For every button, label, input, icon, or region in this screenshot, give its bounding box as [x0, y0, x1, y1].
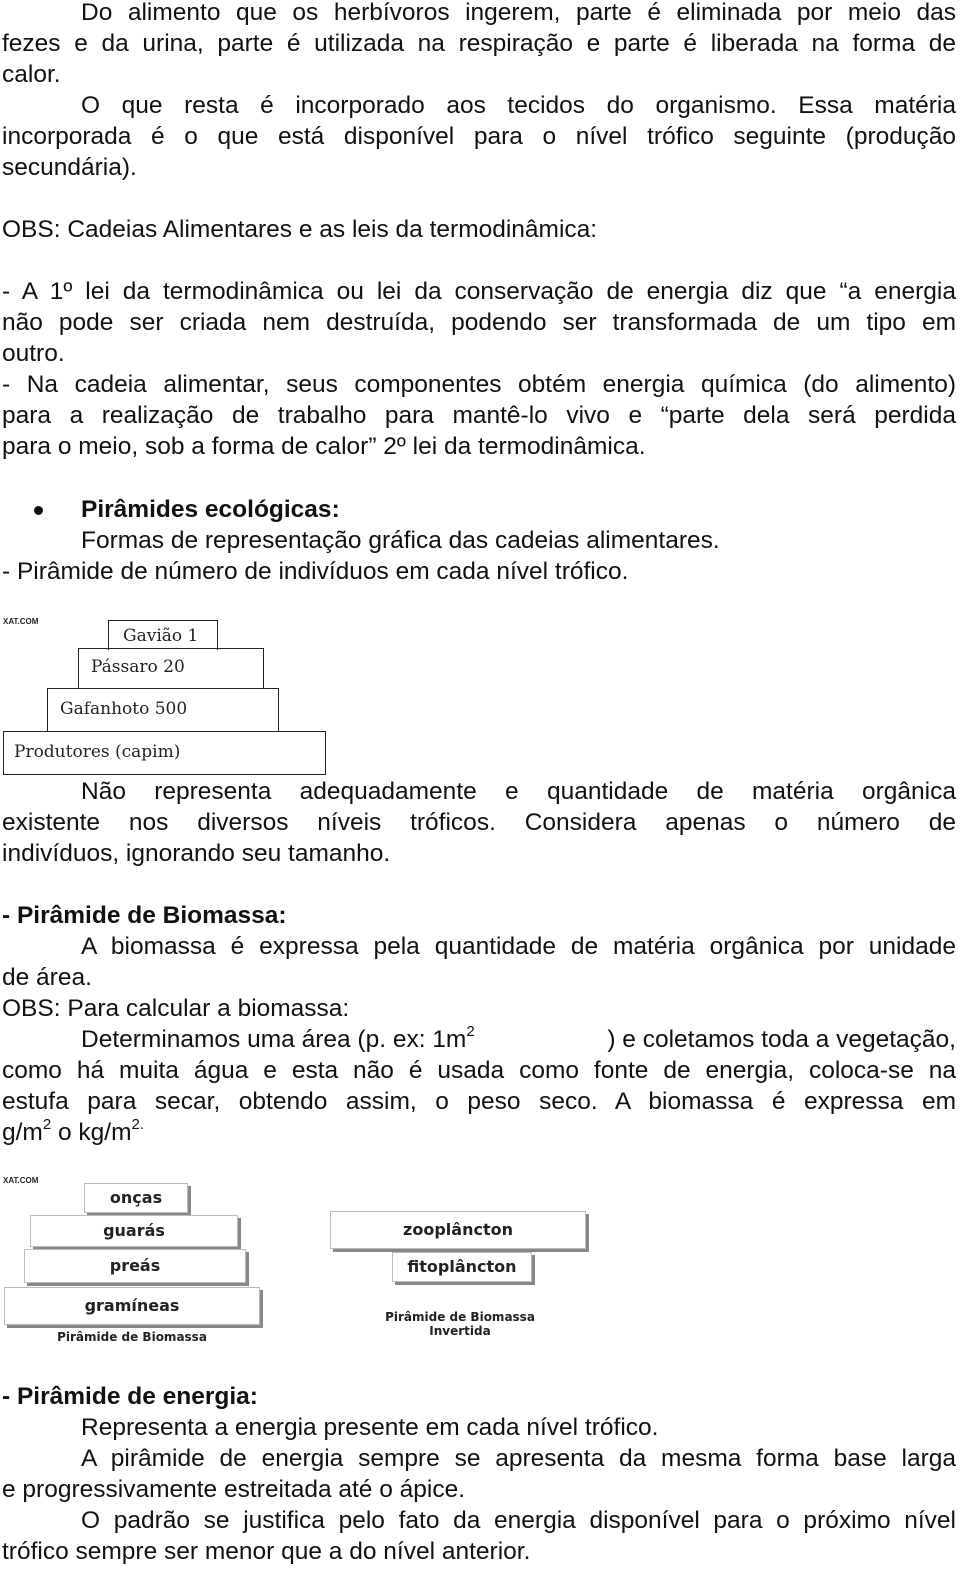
- biomass-level-gramineas: gramíneas: [4, 1287, 260, 1325]
- pyramid-level-producers: Produtores (capim): [3, 731, 326, 775]
- pyramid-level-grasshopper: Gafanhoto 500: [47, 688, 279, 732]
- watermark: XAT.COM: [3, 617, 39, 626]
- para1-line6: secundária).: [2, 154, 137, 181]
- para1-line5: incorporada é o que está disponível para o nível trófico seguinte (produção: [2, 123, 956, 150]
- law1-line2: não pode ser criada nem destruída, podendo ser transformada de um tipo em: [2, 309, 956, 336]
- energy-heading: - Pirâmide de energia:: [2, 1383, 258, 1410]
- obs-thermo-heading: OBS: Cadeias Alimentares e as leis da termodinâmica:: [2, 216, 598, 243]
- biomass-line4: como há muita água e esta não é usada como fonte de energia, coloca-se na: [2, 1057, 956, 1084]
- biomass-line1: A biomassa é expressa pela quantidade de matéria orgânica por unidade: [81, 933, 956, 960]
- para1-line3: calor.: [2, 61, 61, 88]
- biomass-line3-end: ) e coletamos toda a vegetação,: [607, 1026, 956, 1053]
- biomass-line6: $g/m^2$ o $kg/m^{2.}$: [2, 1115, 145, 1146]
- inverted-biomass-caption: Pirâmide de Biomassa Invertida: [385, 1310, 535, 1338]
- para1-line1: Do alimento que os herbívoros ingerem, parte é eliminada por meio das: [81, 0, 956, 26]
- energy-line3: e progressivamente estreitada até o ápice.: [2, 1476, 466, 1503]
- para1-line2: fezes e da urina, parte é utilizada na respiração e parte é liberada na forma de: [2, 30, 956, 57]
- biomass-level-preas: preás: [24, 1249, 246, 1283]
- law2-line3: para o meio, sob a forma de calor” 2º lei da termodinâmica.: [2, 433, 646, 460]
- pyramid-level-hawk: Gavião 1: [108, 620, 218, 650]
- pyramids-heading: Pirâmides ecológicas:: [81, 496, 340, 523]
- energy-line1: Representa a energia presente em cada nível trófico.: [81, 1414, 659, 1441]
- biomass-line2: de área.: [2, 964, 92, 991]
- biomass-pyramid-caption: Pirâmide de Biomassa: [57, 1330, 207, 1344]
- law1-line1: - A 1º lei da termodinâmica ou lei da conservação de energia diz que “a energia: [2, 278, 956, 305]
- watermark: XAT.COM: [3, 1176, 39, 1185]
- biomass-line5: estufa para secar, obtendo assim, o peso seco. A biomassa é expressa em: [2, 1088, 956, 1115]
- pyramid-level-bird: Pássaro 20: [78, 648, 264, 688]
- para1-line4: O que resta é incorporado aos tecidos do organismo. Essa matéria: [81, 92, 956, 119]
- numbers-note-line1: Não representa adequadamente e quantidade de matéria orgânica: [81, 778, 956, 805]
- energy-line4: O padrão se justifica pelo fato da energia disponível para o próximo nível: [81, 1507, 956, 1534]
- biomass-line3-start: Determinamos uma área (p. ex: $1m^2$: [81, 1022, 475, 1053]
- numbers-note-line2: existente nos diversos níveis tróficos. Considera apenas o número de: [2, 809, 956, 836]
- biomass-level-oncas: onças: [84, 1183, 188, 1213]
- biomass-obs: OBS: Para calcular a biomassa:: [2, 995, 350, 1022]
- energy-line5: trófico sempre ser menor que a do nível anterior.: [2, 1538, 531, 1565]
- biomass-level-zooplancton: zooplâncton: [330, 1211, 586, 1249]
- bullet-icon: [34, 506, 43, 515]
- biomass-level-fitoplancton: fitoplâncton: [392, 1252, 532, 1282]
- law2-line1: - Na cadeia alimentar, seus componentes obtém energia química (do alimento): [2, 371, 956, 398]
- numbers-note-line3: indivíduos, ignorando seu tamanho.: [2, 840, 391, 867]
- numbers-pyramid-title: - Pirâmide de número de indivíduos em cada nível trófico.: [2, 558, 629, 585]
- biomass-heading: - Pirâmide de Biomassa:: [2, 902, 287, 929]
- energy-line2: A pirâmide de energia sempre se apresenta da mesma forma base larga: [81, 1445, 956, 1472]
- biomass-level-guaras: guarás: [30, 1215, 238, 1247]
- law1-line3: outro.: [2, 340, 65, 367]
- law2-line2: para a realização de trabalho para mantê-lo vivo e “parte dela será perdida: [2, 402, 956, 429]
- pyramids-description: Formas de representação gráfica das cadeias alimentares.: [81, 527, 720, 554]
- biomass-line3: [81, 1024, 956, 1055]
